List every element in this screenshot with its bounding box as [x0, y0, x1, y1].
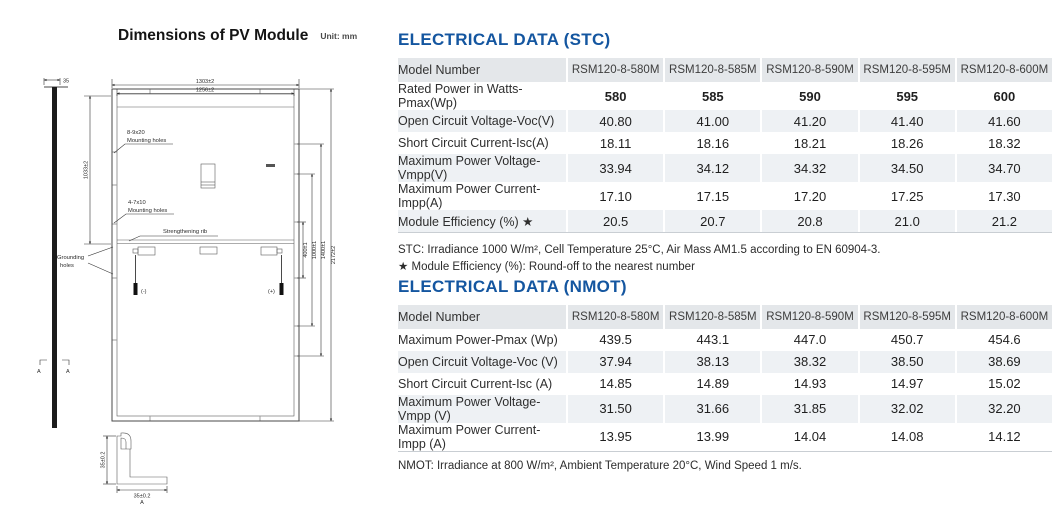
row-label: Short Circuit Current-Isc (A): [398, 376, 553, 391]
mounting-holes-top-size: 8-9x20: [127, 130, 145, 136]
junction-boxes: [133, 247, 284, 295]
section-detail-label-a: A: [140, 500, 144, 505]
pv-module-dimension-diagram: [0, 0, 395, 505]
value-cell: 14.85: [566, 373, 663, 395]
value-cell: 21.2: [955, 210, 1052, 232]
value-cell: 14.97: [858, 373, 955, 395]
dim-right-1000: 1000±1: [312, 240, 318, 260]
positive-terminal-label: (+): [268, 289, 275, 295]
stc-footnotes: [398, 242, 1054, 277]
row-label: Short Circuit Current-Isc(A): [398, 136, 549, 150]
value-cell: 580: [566, 82, 663, 110]
nmot-footnote: NMOT: Irradiance at 800 W/m², Ambient Temperature 20°C, Wind Speed 1 m/s.: [398, 459, 802, 472]
grounding-holes-label-1: Grounding: [57, 255, 85, 261]
nmot-row-voc: [398, 351, 1052, 373]
value-cell: 37.94: [566, 351, 663, 373]
value-cell: 38.69: [955, 351, 1052, 373]
connector-positive: [280, 283, 284, 295]
module-front-view: [57, 89, 299, 421]
value-cell: 447.0: [760, 329, 857, 351]
value-cell: 600: [955, 82, 1052, 110]
nameplate: [201, 164, 215, 188]
nmot-col-header: Model Number: [398, 309, 480, 324]
value-cell: 14.08: [858, 423, 955, 451]
stc-row-pmax: [398, 82, 1052, 110]
value-cell: 14.04: [760, 423, 857, 451]
callout-labels: [57, 130, 174, 274]
drawing-title-text: Dimensions of PV Module: [118, 27, 309, 44]
value-cell: 41.60: [955, 110, 1052, 132]
connector-negative: [134, 283, 138, 295]
value-cell: 40.80: [566, 110, 663, 132]
value-cell: 41.20: [760, 110, 857, 132]
row-label: Rated Power in Watts-Pmax(Wp): [398, 82, 523, 110]
value-cell: 20.7: [663, 210, 760, 232]
value-cell: 18.32: [955, 132, 1052, 154]
drain-hole: [266, 164, 275, 167]
nmot-section-title: ELECTRICAL DATA (NMOT): [398, 276, 627, 296]
section-marker-a-left: A: [37, 369, 41, 375]
stc-section-title: ELECTRICAL DATA (STC): [398, 30, 611, 49]
value-cell: 14.93: [760, 373, 857, 395]
value-cell: 18.21: [760, 132, 857, 154]
nmot-table: [398, 305, 1052, 452]
nmot-col-header: RSM120-8-590M: [760, 305, 857, 329]
nmot-row-pmax: [398, 329, 1052, 351]
value-cell: 34.70: [955, 154, 1052, 182]
value-cell: 21.0: [858, 210, 955, 232]
section-marker-a-right: A: [66, 369, 70, 375]
row-label: Maximum Power Voltage-Vmpp(V): [398, 154, 541, 182]
value-cell: 450.7: [858, 329, 955, 351]
nmot-row-impp: [398, 423, 1052, 451]
drawing-unit-label: Unit: mm: [320, 31, 358, 41]
stc-col-header: RSM120-8-590M: [760, 58, 857, 82]
value-cell: 17.25: [858, 182, 955, 210]
value-cell: 38.50: [858, 351, 955, 373]
strengthening-rib-label: Strengthening rib: [163, 229, 208, 235]
negative-terminal-label: (-): [141, 289, 147, 295]
mounting-holes-bottom-text: Mounting holes: [128, 208, 168, 214]
stc-footnote-conditions: STC: Irradiance 1000 W/m², Cell Temperature 25°C, Air Mass AM1.5 according to EN 60904-3.: [398, 244, 881, 256]
stc-row-voc: [398, 110, 1052, 132]
row-label: Maximum Power Current-Impp(A): [398, 182, 541, 210]
value-cell: 31.66: [663, 395, 760, 423]
value-cell: 20.8: [760, 210, 857, 232]
dim-width-inner: 1256±2: [195, 87, 215, 94]
row-label: Module Efficiency (%) ★: [398, 214, 534, 229]
stc-header-row: [398, 58, 1052, 82]
nmot-row-vmpp: [398, 395, 1052, 423]
stc-footnote-efficiency: ★ Module Efficiency (%): Round-off to the nearest number: [398, 261, 695, 274]
stc-col-header: RSM120-8-595M: [858, 58, 955, 82]
value-cell: 585: [663, 82, 760, 110]
dim-right-1400: 1400±1: [321, 240, 327, 260]
value-cell: 32.20: [955, 395, 1052, 423]
module-side-view: [37, 78, 70, 428]
dim-right-400: 400±1: [303, 242, 309, 258]
value-cell: 590: [760, 82, 857, 110]
grounding-holes-label-2: holes: [60, 263, 74, 269]
dim-frame-thickness: 35: [63, 78, 70, 85]
value-cell: 34.50: [858, 154, 955, 182]
dim-width-outer: 1303±2: [195, 79, 215, 85]
value-cell: 38.32: [760, 351, 857, 373]
stc-table: [398, 58, 1052, 233]
value-cell: 13.95: [566, 423, 663, 451]
stc-col-header: RSM120-8-585M: [663, 58, 760, 82]
mounting-holes-top-text: Mounting holes: [127, 138, 167, 144]
dim-section-width: 35±0.2: [133, 493, 151, 500]
value-cell: 17.30: [955, 182, 1052, 210]
stc-col-header: RSM120-8-580M: [566, 58, 663, 82]
row-label: Maximum Power Current-Impp (A): [398, 422, 541, 451]
dim-right-2172: 2172±2: [331, 245, 337, 265]
value-cell: 18.16: [663, 132, 760, 154]
stc-row-isc: [398, 132, 1052, 154]
row-label: Maximum Power-Pmax (Wp): [398, 332, 558, 347]
stc-col-header: Model Number: [398, 63, 480, 77]
stc-row-impp: [398, 182, 1052, 210]
electrical-data-panel: [398, 30, 1054, 472]
dim-height-left: 1033±2: [83, 160, 90, 180]
value-cell: 41.40: [858, 110, 955, 132]
dim-section-height: 35±0.2: [100, 451, 107, 469]
value-cell: 32.02: [858, 395, 955, 423]
value-cell: 443.1: [663, 329, 760, 351]
row-label: Open Circuit Voltage-Voc (V): [398, 354, 558, 369]
value-cell: 595: [858, 82, 955, 110]
value-cell: 17.20: [760, 182, 857, 210]
row-label: Open Circuit Voltage-Voc(V): [398, 114, 555, 128]
nmot-col-header: RSM120-8-595M: [858, 305, 955, 329]
value-cell: 17.15: [663, 182, 760, 210]
nmot-col-header: RSM120-8-580M: [566, 305, 663, 329]
value-cell: 454.6: [955, 329, 1052, 351]
value-cell: 15.02: [955, 373, 1052, 395]
mounting-holes-bottom-size: 4-7x10: [128, 200, 146, 206]
nmot-header-row: [398, 305, 1052, 329]
value-cell: 14.89: [663, 373, 760, 395]
value-cell: 14.12: [955, 423, 1052, 451]
value-cell: 41.00: [663, 110, 760, 132]
value-cell: 31.85: [760, 395, 857, 423]
value-cell: 18.26: [858, 132, 955, 154]
value-cell: 20.5: [566, 210, 663, 232]
value-cell: 18.11: [566, 132, 663, 154]
value-cell: 13.99: [663, 423, 760, 451]
nmot-row-isc: [398, 373, 1052, 395]
value-cell: 38.13: [663, 351, 760, 373]
value-cell: 33.94: [566, 154, 663, 182]
value-cell: 34.12: [663, 154, 760, 182]
frame-profile-shape: [117, 433, 167, 484]
stc-row-efficiency: [398, 210, 1052, 232]
nmot-col-header: RSM120-8-600M: [955, 305, 1052, 329]
frame-section-detail: [101, 433, 168, 505]
stc-col-header: RSM120-8-600M: [955, 58, 1052, 82]
value-cell: 34.32: [760, 154, 857, 182]
nmot-col-header: RSM120-8-585M: [663, 305, 760, 329]
value-cell: 31.50: [566, 395, 663, 423]
value-cell: 17.10: [566, 182, 663, 210]
stc-row-vmpp: [398, 154, 1052, 182]
row-label: Maximum Power Voltage-Vmpp (V): [398, 394, 541, 423]
value-cell: 439.5: [566, 329, 663, 351]
